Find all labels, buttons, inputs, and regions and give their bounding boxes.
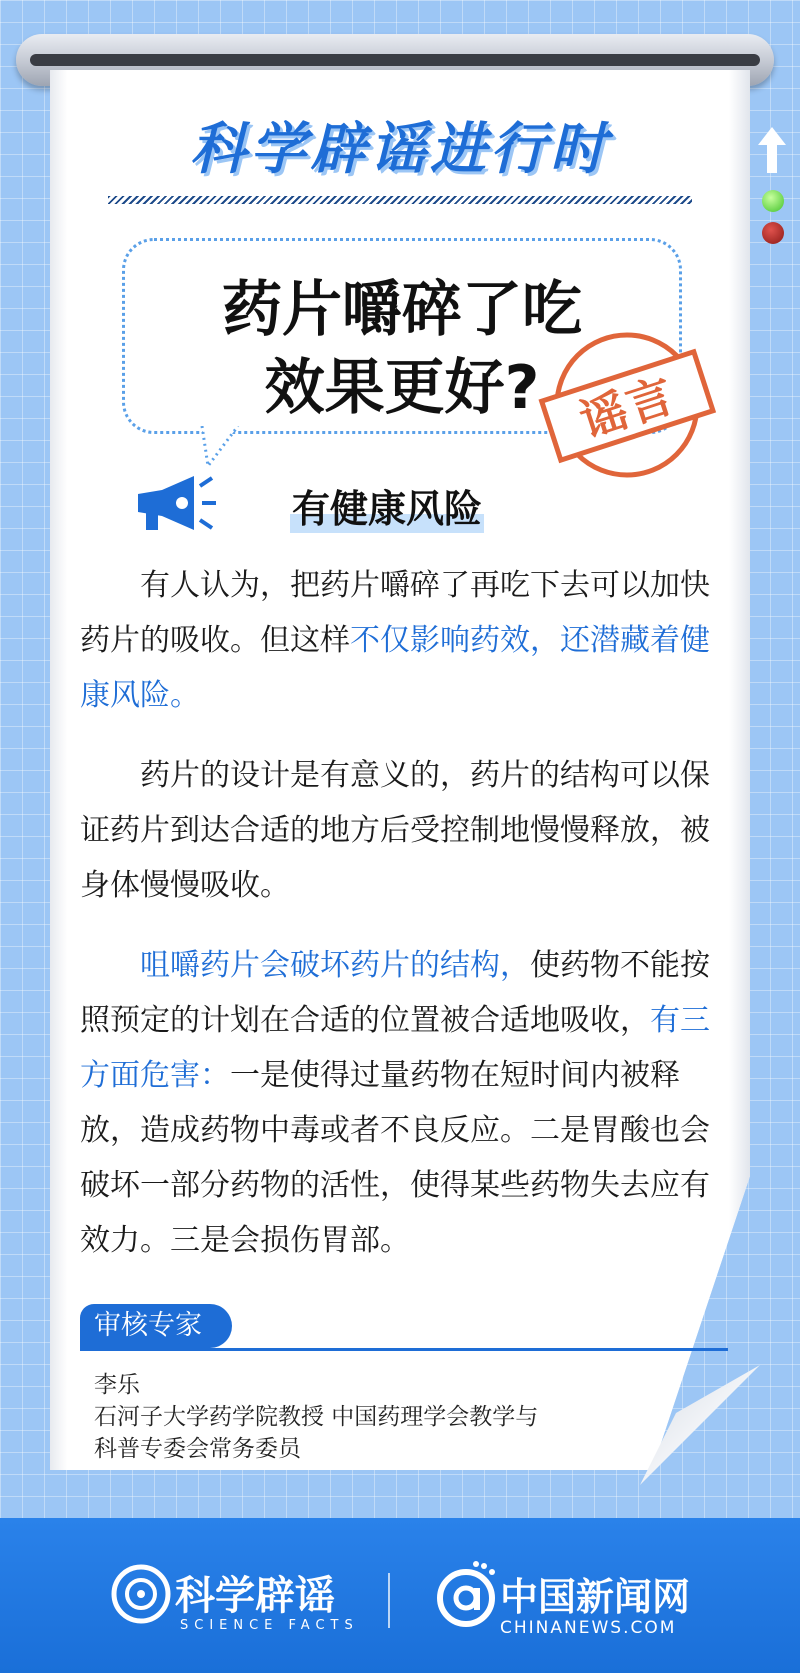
reviewer-title-line-1: 石河子大学药学院教授 中国药理学会教学与 — [94, 1404, 539, 1430]
header-underline — [108, 196, 692, 204]
reviewer-name: 李乐 — [94, 1372, 140, 1398]
question-line-1: 药片嚼碎了吃 — [222, 275, 582, 345]
question-line-2: 效果更好? — [264, 353, 540, 423]
bubble-tail — [200, 426, 240, 468]
section-heading: 有健康风险 — [290, 478, 484, 533]
footer-left-title: 科学辟谣 — [175, 1573, 335, 1619]
science-facts-logo-icon — [110, 1563, 172, 1625]
p3-highlight-2: 有三方面危害： — [80, 1003, 710, 1093]
p3-text-2: 一是使得过量药物在短时间内被释放，造成药物中毒或者不良反应。二是胃酸也会破坏一部分药物的活性，使得某些药物失去应有效力。三是会损伤胃部。 — [80, 1058, 710, 1258]
megaphone-icon — [132, 472, 217, 534]
p3-highlight-1: 咀嚼药片会破坏药片的结构， — [140, 948, 530, 983]
red-indicator-dot — [762, 222, 784, 244]
p1-text: 有人认为，把药片嚼碎了再吃下去可以加快药片的吸收。但这样 — [80, 568, 710, 658]
reviewer-divider — [80, 1348, 728, 1351]
p3-text-1: 使药物不能按照预定的计划在合适的位置被合适地吸收， — [80, 948, 710, 1038]
p1-highlight: 不仅影响药效，还潜藏着健康风险。 — [80, 623, 710, 713]
arrow-up-icon — [757, 125, 787, 175]
footer-right-title: 中国新闻网 — [500, 1575, 691, 1619]
scroll-roller-slot — [30, 54, 760, 66]
paragraph-2 — [80, 748, 728, 913]
green-indicator-dot — [762, 190, 784, 212]
rumor-stamp — [532, 330, 722, 480]
stamp-label: 谣言 — [573, 367, 682, 449]
footer-left-subtitle: SCIENCE FACTS — [180, 1618, 359, 1633]
p2-text: 药片的设计是有意义的，药片的结构可以保证药片到达合适的地方后受控制地慢慢释放，被身体慢慢吸收。 — [80, 758, 710, 903]
header-title: 科学辟谣进行时 — [190, 117, 610, 182]
footer-divider — [388, 1573, 390, 1628]
reviewer-title-line-2: 科普专委会常务委员 — [94, 1436, 301, 1462]
footer-right-subtitle: CHINANEWS.COM — [500, 1618, 677, 1638]
footer — [0, 1518, 800, 1673]
paragraph-1 — [80, 558, 728, 723]
paragraph-3 — [80, 938, 728, 1268]
reviewer-tag: 审核专家 — [80, 1304, 232, 1348]
chinanews-logo-icon — [432, 1558, 502, 1630]
